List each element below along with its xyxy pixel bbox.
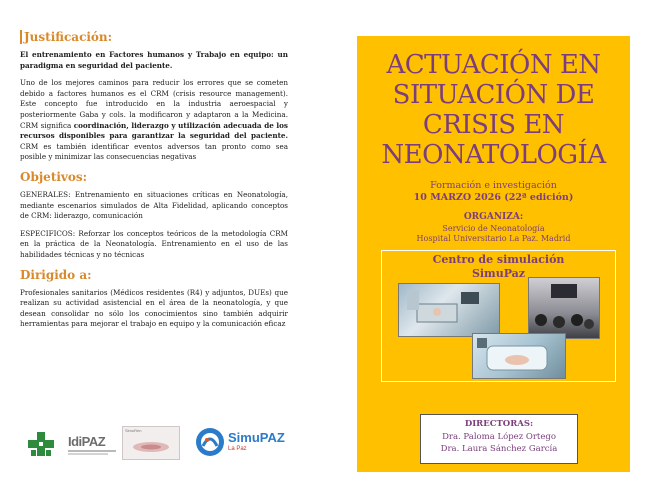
directors-label: DIRECTORAS: (464, 419, 534, 429)
justification-bold-text: coordinación, liderazgo y utilización adecuada de los recursos disponibles para garantizar la seguridad del paciente. (20, 120, 288, 141)
simulation-room-photo (398, 283, 500, 337)
justification-text: Uno de los mejores caminos para reducir los errores que se cometen debido a factores humanos es el CRM (crisis resource management). Este concepto fue introducido en la industria aeroespacial y posteriormente Gaba y cols. la modificaron y adaptaron a la Medicina. CRM significa (20, 78, 288, 130)
course-title (357, 50, 630, 170)
title-line-4: NEONATOLOGÍA (381, 140, 606, 170)
justification-tail-text: CRM es también identificar eventos adversos tan pronto como sea posible y minimizar las consecuencias negativas (20, 141, 288, 162)
idipaz-logo-text: IdiPAZ (68, 434, 106, 449)
organiza-label: ORGANIZA: (463, 212, 524, 222)
idipaz-logo (68, 434, 128, 458)
simulation-center-line1: Centro de simulación (432, 253, 565, 266)
simupaz-logo-subtext: La Paz (228, 446, 247, 452)
directors-box (420, 414, 578, 464)
simupaz-logo (194, 426, 284, 458)
objectives-general: GENERALES: Entrenamiento en situaciones críticas en Neonatología, mediante escenarios simulados de Alta Fidelidad, aplicando conceptos de CRM: liderazgo, comunicación (20, 189, 288, 221)
title-line-1: ACTUACIÓN EN (386, 50, 601, 80)
hospital-logo (28, 432, 54, 456)
simulation-card-text: SimuRen (125, 428, 142, 433)
justification-heading: Justificación: (20, 30, 288, 44)
simupaz-emblem-icon (194, 426, 226, 458)
title-line-2: SITUACIÓN DE (392, 80, 595, 110)
incubator-photo (472, 333, 566, 379)
course-date: 10 MARZO 2026 (22ª edición) (413, 192, 574, 203)
audience-text: Profesionales sanitarios (Médicos residentes (R4) y adjuntos, DUEs) que realizan su actividad asistencial en el área de la neonatología, y que desean consolidar no sólo los conocimientos sino también adquirir herramientas para mejorar el trabajo en equipo y la comunicación eficaz (20, 287, 288, 329)
simulation-card-logo (122, 426, 180, 460)
left-column (20, 30, 288, 337)
simulation-center-line2: SimuPaz (471, 267, 526, 280)
director-2: Dra. Laura Sánchez García (440, 444, 558, 454)
objectives-specific: ESPECIFICOS: Reforzar los conceptos teóricos de la metodología CRM en la práctica de la Neonatología. Entrenamiento en el uso de las habilidades técnicas y no técnicas (20, 228, 288, 259)
cover-panel (357, 36, 630, 472)
director-1: Dra. Paloma López Ortego (442, 432, 556, 442)
title-line-3: CRISIS EN (422, 110, 565, 140)
justification-paragraph (20, 78, 288, 163)
debriefing-room-photo (528, 277, 600, 339)
course-subtitle: Formación e investigación (430, 180, 557, 191)
simupaz-logo-text: SimuPAZ (228, 430, 285, 445)
logos-row (22, 424, 292, 460)
simulation-center-box (381, 250, 616, 382)
objectives-heading: Objetivos: (20, 169, 88, 184)
organiza-hospital: Hospital Universitario La Paz. Madrid (416, 234, 571, 243)
organiza-service: Servicio de Neonatología (442, 224, 545, 233)
justification-lead: El entrenamiento en Factores humanos y Trabajo en equipo: un paradigma en seguridad del paciente. (20, 50, 288, 70)
audience-heading: Dirigido a: (20, 267, 92, 282)
